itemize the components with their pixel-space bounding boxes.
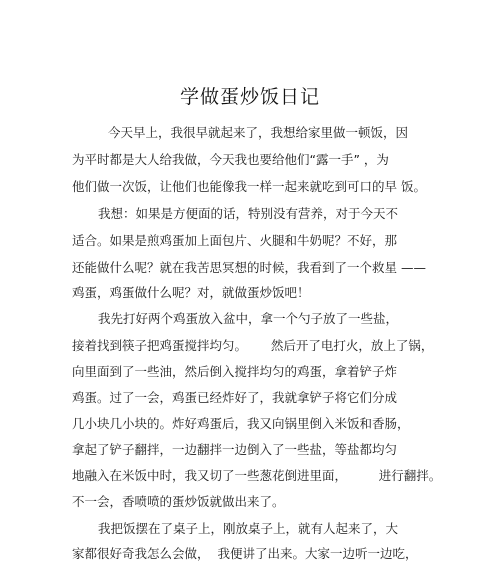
body-line: 几小块几小块的。炸好鸡蛋后，我又向锅里倒入米饭和香肠， xyxy=(72,416,410,431)
body-line: 鸡蛋。过了一会，鸡蛋已经炸好了，我就拿铲子将它们分成 xyxy=(72,390,398,405)
body-line: 家都很好奇我怎么会做， 我便讲了出来。大家一边听一边吃， xyxy=(72,546,418,561)
body-line: 适合。如果是煎鸡蛋加上面包片、火腿和牛奶呢？不好，那 xyxy=(72,233,398,248)
body-line: 地融入在米饭中时，我又切了一些葱花倒进里面， 进行翻拌。 xyxy=(72,468,442,483)
body-line: 还能做什么呢？就在我苦思冥想的时候，我看到了一个救星 —— xyxy=(72,260,426,275)
body-line: 不一会，香喷喷的蛋炒饭就做出来了。 xyxy=(72,494,285,509)
body-line: 接着找到筷子把鸡蛋搅拌均匀。 然后开了电打火，放上了锅， xyxy=(72,338,434,353)
body-line: 鸡蛋，鸡蛋做什么呢？对，就做蛋炒饭吧！ xyxy=(72,285,310,300)
body-line: 拿起了铲子翻拌，一边翻拌一边倒入了一些盐，等盐都均匀 xyxy=(72,442,398,457)
body-line: 我先打好两个鸡蛋放入盆中，拿一个勺子放了一些盐， xyxy=(98,311,399,326)
body-line: 我想：如果是方便面的话，特别没有营养，对于今天不 xyxy=(98,206,399,221)
body-line: 向里面到了一些油，然后倒入搅拌均匀的鸡蛋，拿着铲子炸 xyxy=(72,364,398,379)
body-line: 他们做一次饭，让他们也能像我一样一起来就吃到可口的早 饭。 xyxy=(72,179,426,194)
body-line: 今天早上，我很早就起来了，我想给家里做一顿饭，因 xyxy=(108,125,409,140)
body-line: 我把饭摆在了桌子上，刚放桌子上，就有人起来了，大 xyxy=(98,521,399,536)
body-line: 为平时都是大人给我做，今天我也要给他们“露一手” ，为 xyxy=(72,152,389,167)
document-title: 学做蛋炒饭日记 xyxy=(179,86,320,108)
